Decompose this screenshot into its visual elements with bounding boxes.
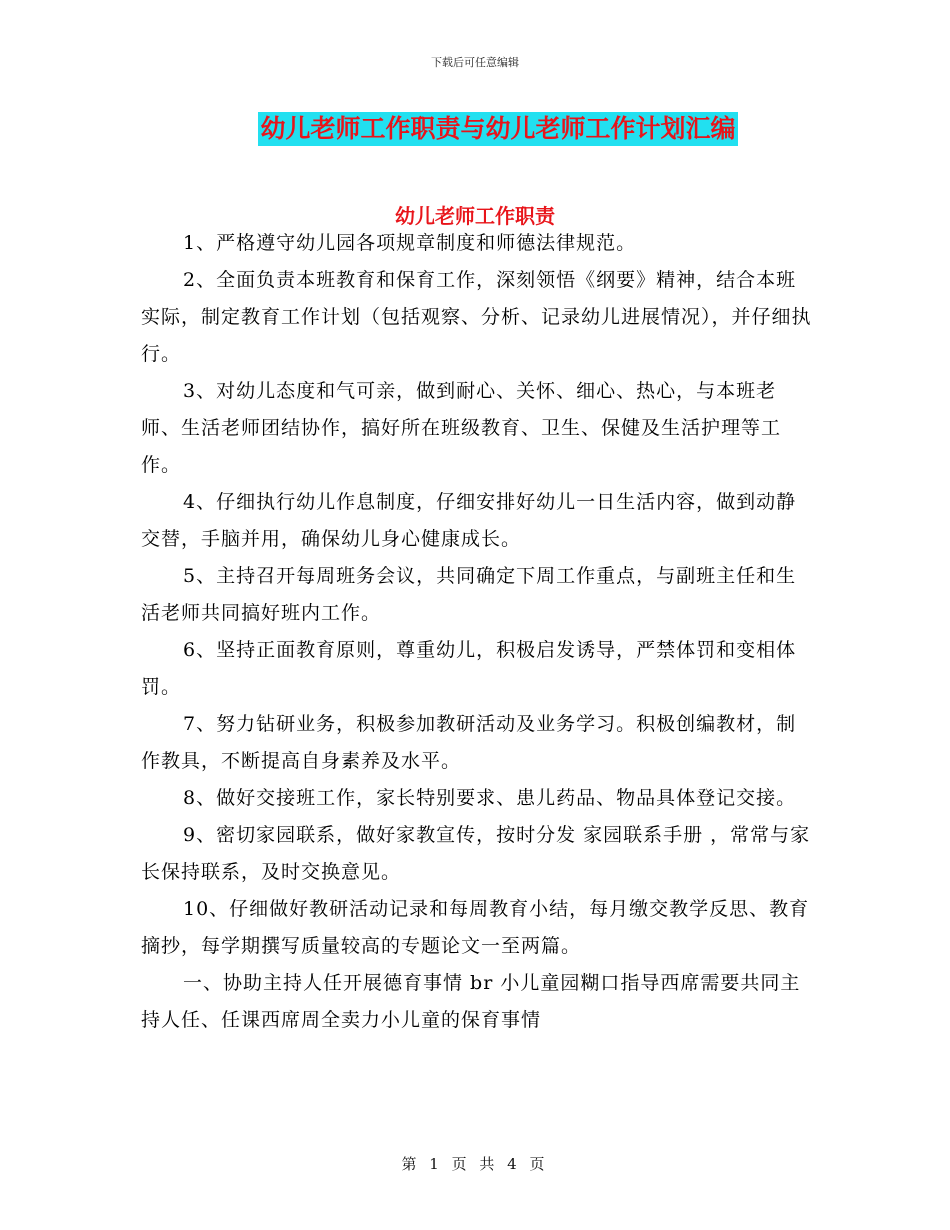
paragraph-6: 6、坚持正面教育原则，尊重幼儿，积极启发诱导，严禁体罚和变相体罚。 <box>141 639 797 698</box>
paragraph-4: 4、仔细执行幼儿作息制度，仔细安排好幼儿一日生活内容，做到动静交替，手脑并用，确保幼儿身心健康成长。 <box>141 491 797 550</box>
document-title-wrapper <box>0 112 950 146</box>
paragraph-1: 1、严格遵守幼儿园各项规章制度和师德法律规范。 <box>183 232 637 254</box>
page-number-footer: 第 1 页 共 4 页 <box>401 1155 549 1173</box>
paragraph-7: 7、努力钻研业务，积极参加教研活动及业务学习。积极创编教材，制作教具，不断提高自身素养及水平。 <box>141 713 797 772</box>
document-body <box>141 225 813 1039</box>
document-title: 幼儿老师工作职责与幼儿老师工作计划汇编 <box>258 112 737 146</box>
paragraph-3: 3、对幼儿态度和气可亲，做到耐心、关怀、细心、热心，与本班老师、生活老师团结协作，搞好所在班级教育、卫生、保健及生活护理等工作。 <box>141 380 782 476</box>
paragraph-11: 一、协助主持人任开展德育事情 br 小儿童园糊口指导西席需要共同主持人任、任课西席周全卖力小儿童的保育事情 <box>141 972 801 1031</box>
section-title: 幼儿老师工作职责 <box>395 204 555 228</box>
page-header-note: 下载后可任意编辑 <box>431 56 519 69</box>
paragraph-10: 10、仔细做好教研活动记录和每周教育小结，每月缴交教学反思、教育摘抄，每学期撰写质量较高的专题论文一至两篇。 <box>141 898 810 957</box>
paragraph-9: 9、密切家园联系，做好家教宣传，按时分发 家园联系手册 ，常常与家长保持联系，及时交换意见。 <box>141 824 811 883</box>
paragraph-2: 2、全面负责本班教育和保育工作，深刻领悟《纲要》精神，结合本班实际，制定教育工作计划（包括观察、分析、记录幼儿进展情况），并仔细执行。 <box>141 269 812 365</box>
paragraph-5: 5、主持召开每周班务会议，共同确定下周工作重点，与副班主任和生活老师共同搞好班内工作。 <box>141 565 797 624</box>
paragraph-8: 8、做好交接班工作，家长特别要求、患儿药品、物品具体登记交接。 <box>183 787 797 809</box>
